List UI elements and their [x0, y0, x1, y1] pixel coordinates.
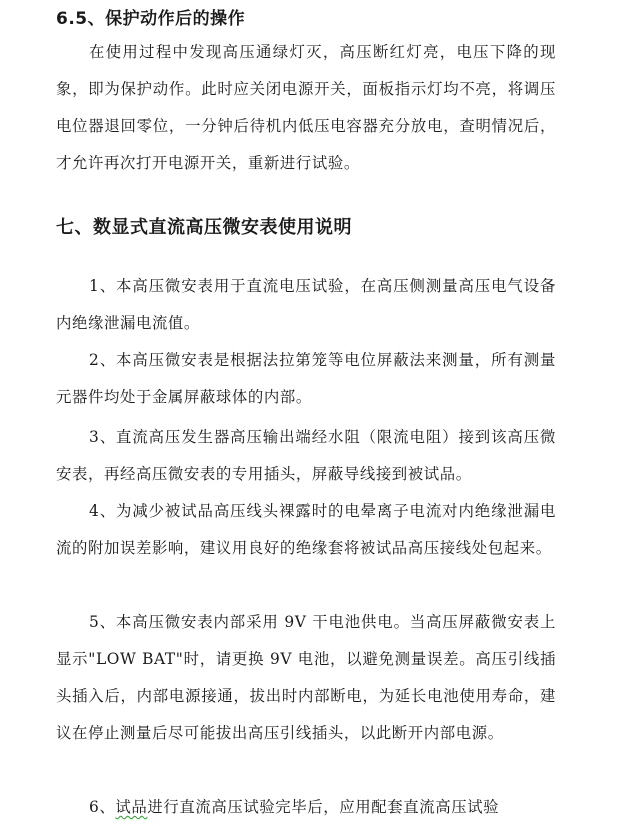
section-6-5-heading: 6.5、保护动作后的操作: [56, 9, 246, 29]
section-7-item-4: 4、为减少被试品高压线头裸露时的电晕离子电流对内绝缘泄漏电流的附加误差影响，建议用良好的绝缘套将被试品高压接线处包起来。: [56, 502, 556, 557]
section-7-item-5: 5、本高压微安表内部采用 9V 干电池供电。当高压屏蔽微安表上显示"LOW BAT"时，请更换 9V 电池，以避免测量误差。高压引线插头插入后，内部电源接通，拔出时内部断电，为延长电池使用寿命，建议在停止测量后尽可能拔出高压引线插头，以此断开内部电源。: [56, 613, 556, 742]
section-7-item-3: 3、直流高压发生器高压输出端经水阻（限流电阻）接到该高压微安表，再经高压微安表的专用插头，屏蔽导线接到被试品。: [56, 428, 556, 483]
item-6-text: 进行直流高压试验完毕后，应用配套直流高压试验: [147, 798, 500, 816]
section-7-item-1: 1、本高压微安表用于直流电压试验，在高压侧测量高压电气设备内绝缘泄漏电流值。: [56, 277, 556, 332]
section-7-item-6: [56, 789, 556, 826]
section-7-heading: 七、数显式直流高压微安表使用说明: [56, 217, 352, 238]
section-6-5-paragraph: 在使用过程中发现高压通绿灯灭，高压断红灯亮，电压下降的现象，即为保护动作。此时应关闭电源开关，面板指示灯均不亮，将调压电位器退回零位，一分钟后待机内低压电容器充分放电，查明情况后，才允许再次打开电源开关，重新进行试验。: [56, 43, 556, 172]
spellcheck-marked-word: 试品: [115, 798, 148, 816]
item-6-number: 6、: [89, 798, 116, 816]
section-7-item-2: 2、本高压微安表是根据法拉第笼等电位屏蔽法来测量，所有测量元器件均处于金属屏蔽球体的内部。: [56, 351, 556, 406]
